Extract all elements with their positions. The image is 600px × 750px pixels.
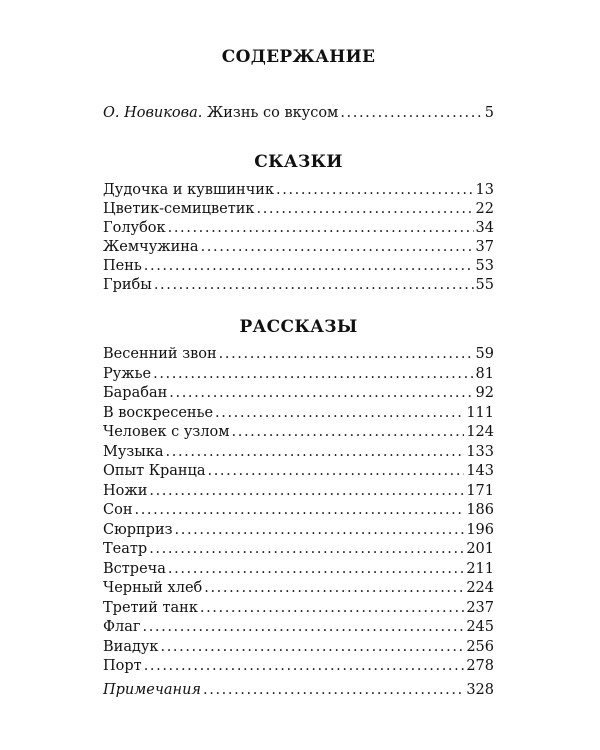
- toc-entry-title: Порт: [103, 658, 142, 674]
- toc-entry-notes[interactable]: [103, 681, 494, 700]
- toc-entry[interactable]: [103, 200, 494, 219]
- toc-entry-title: Весенний звон: [103, 346, 217, 362]
- toc-entry-title: Барабан: [103, 385, 168, 401]
- dot-leader: [257, 200, 474, 219]
- toc-entry-page: 22: [475, 201, 494, 217]
- toc-entry[interactable]: [103, 276, 494, 295]
- toc-entry-title: Встреча: [103, 560, 166, 577]
- toc-entry[interactable]: [103, 462, 494, 481]
- dot-leader: [204, 579, 464, 598]
- toc-entry-page: 237: [466, 599, 494, 616]
- toc-entry[interactable]: [103, 638, 494, 657]
- dot-leader: [201, 238, 474, 257]
- toc-entry-title: Флаг: [103, 619, 141, 635]
- section-heading-stories: РАССКАЗЫ: [239, 317, 358, 337]
- dot-leader: [340, 104, 482, 123]
- contents-title: СОДЕРЖАНИЕ: [221, 47, 376, 67]
- toc-entry[interactable]: [103, 345, 494, 364]
- toc-entry-title: [103, 104, 340, 123]
- toc-entry-page: 5: [484, 105, 494, 121]
- toc-entry-title: Театр: [103, 541, 148, 557]
- dot-leader: [200, 599, 464, 618]
- toc-entry-title-text: Жизнь со вкусом: [206, 105, 339, 121]
- toc-entry-page: 328: [466, 682, 494, 698]
- toc-entry-title: Грибы: [103, 277, 152, 293]
- dot-leader: [203, 681, 464, 700]
- dot-leader: [161, 638, 465, 657]
- toc-entry[interactable]: [103, 384, 494, 403]
- toc-entry-title: В воскресенье: [103, 404, 214, 421]
- toc-entry-page: 201: [466, 541, 494, 557]
- toc-entry-page: 278: [466, 658, 494, 674]
- toc-entry-page: 92: [475, 385, 494, 401]
- dot-leader: [154, 276, 474, 295]
- dot-leader: [149, 540, 464, 559]
- toc-entry-page: 34: [475, 220, 494, 236]
- toc-entry-page: 53: [475, 258, 494, 274]
- toc-entry-page: 224: [466, 580, 494, 596]
- toc-entry-page: 211: [466, 560, 494, 577]
- toc-entry-page: 111: [466, 404, 494, 421]
- toc-entry-page: 37: [475, 239, 494, 255]
- dot-leader: [135, 501, 465, 520]
- toc-entry[interactable]: [103, 521, 494, 540]
- toc-entry-page: 256: [466, 638, 494, 655]
- toc-entry-author: О. Новикова.: [103, 105, 203, 121]
- dot-leader: [149, 482, 464, 501]
- toc-entry[interactable]: [103, 257, 494, 276]
- toc-entry[interactable]: [103, 560, 494, 579]
- toc-entry-title: Виадук: [103, 638, 159, 655]
- toc-entry-page: 59: [475, 346, 494, 362]
- dot-leader: [143, 618, 465, 637]
- dot-leader: [166, 443, 465, 462]
- dot-leader: [232, 423, 465, 442]
- toc-entry[interactable]: [103, 443, 494, 462]
- toc-entry-title: Пень: [103, 258, 142, 274]
- toc-entry-intro[interactable]: [103, 104, 494, 123]
- toc-entry-title: Третий танк: [103, 599, 198, 616]
- toc-entry-page: 133: [466, 443, 494, 460]
- toc-entry-title: Человек с узлом: [103, 424, 230, 440]
- toc-entry-page: 196: [466, 521, 494, 538]
- dot-leader: [168, 560, 464, 579]
- toc-entry-title: Голубок: [103, 220, 166, 236]
- toc-entry[interactable]: [103, 219, 494, 238]
- toc-entry-page: 143: [466, 463, 494, 479]
- toc-entry-title: Цветик-семицветик: [103, 201, 255, 217]
- dot-leader: [215, 404, 464, 423]
- toc-entry[interactable]: [103, 404, 494, 423]
- toc-entry[interactable]: [103, 423, 494, 442]
- toc-entry-title: Примечания: [103, 682, 202, 698]
- toc-entry[interactable]: [103, 238, 494, 257]
- toc-entry-title: Опыт Кранца: [103, 463, 206, 479]
- toc-entry-page: 55: [475, 277, 494, 293]
- toc-entry[interactable]: [103, 181, 494, 200]
- toc-entry-page: 245: [466, 619, 494, 635]
- dot-leader: [144, 657, 465, 676]
- dot-leader: [219, 345, 474, 364]
- toc-entry-page: 124: [466, 424, 494, 440]
- toc-entry-page: 13: [475, 182, 494, 198]
- toc-entry-page: 186: [466, 502, 494, 518]
- dot-leader: [169, 384, 473, 403]
- toc-entry[interactable]: [103, 579, 494, 598]
- toc-entry[interactable]: [103, 657, 494, 676]
- toc-entry-title: Сон: [103, 502, 133, 518]
- toc-entry-title: Жемчужина: [103, 239, 199, 255]
- toc-entry-title: Дудочка и кувшинчик: [103, 182, 275, 198]
- dot-leader: [175, 521, 465, 540]
- toc-entry-title: Сюрприз: [103, 521, 173, 538]
- toc-entry[interactable]: [103, 365, 494, 384]
- toc-entry-title: Черный хлеб: [103, 580, 203, 596]
- dot-leader: [153, 365, 473, 384]
- dot-leader: [208, 462, 465, 481]
- toc-entry[interactable]: [103, 501, 494, 520]
- toc-entry-title: Ножи: [103, 482, 148, 499]
- toc-entry[interactable]: [103, 540, 494, 559]
- toc-entry[interactable]: [103, 482, 494, 501]
- toc-entry-title: Музыка: [103, 443, 164, 460]
- dot-leader: [144, 257, 474, 276]
- toc-entry[interactable]: [103, 599, 494, 618]
- section-heading-fairy-tales: СКАЗКИ: [254, 152, 343, 172]
- toc-entry[interactable]: [103, 618, 494, 637]
- dot-leader: [276, 181, 474, 200]
- dot-leader: [168, 219, 474, 238]
- toc-entry-page: 171: [466, 482, 494, 499]
- toc-entry-page: 81: [475, 365, 494, 382]
- toc-entry-title: Ружье: [103, 365, 152, 382]
